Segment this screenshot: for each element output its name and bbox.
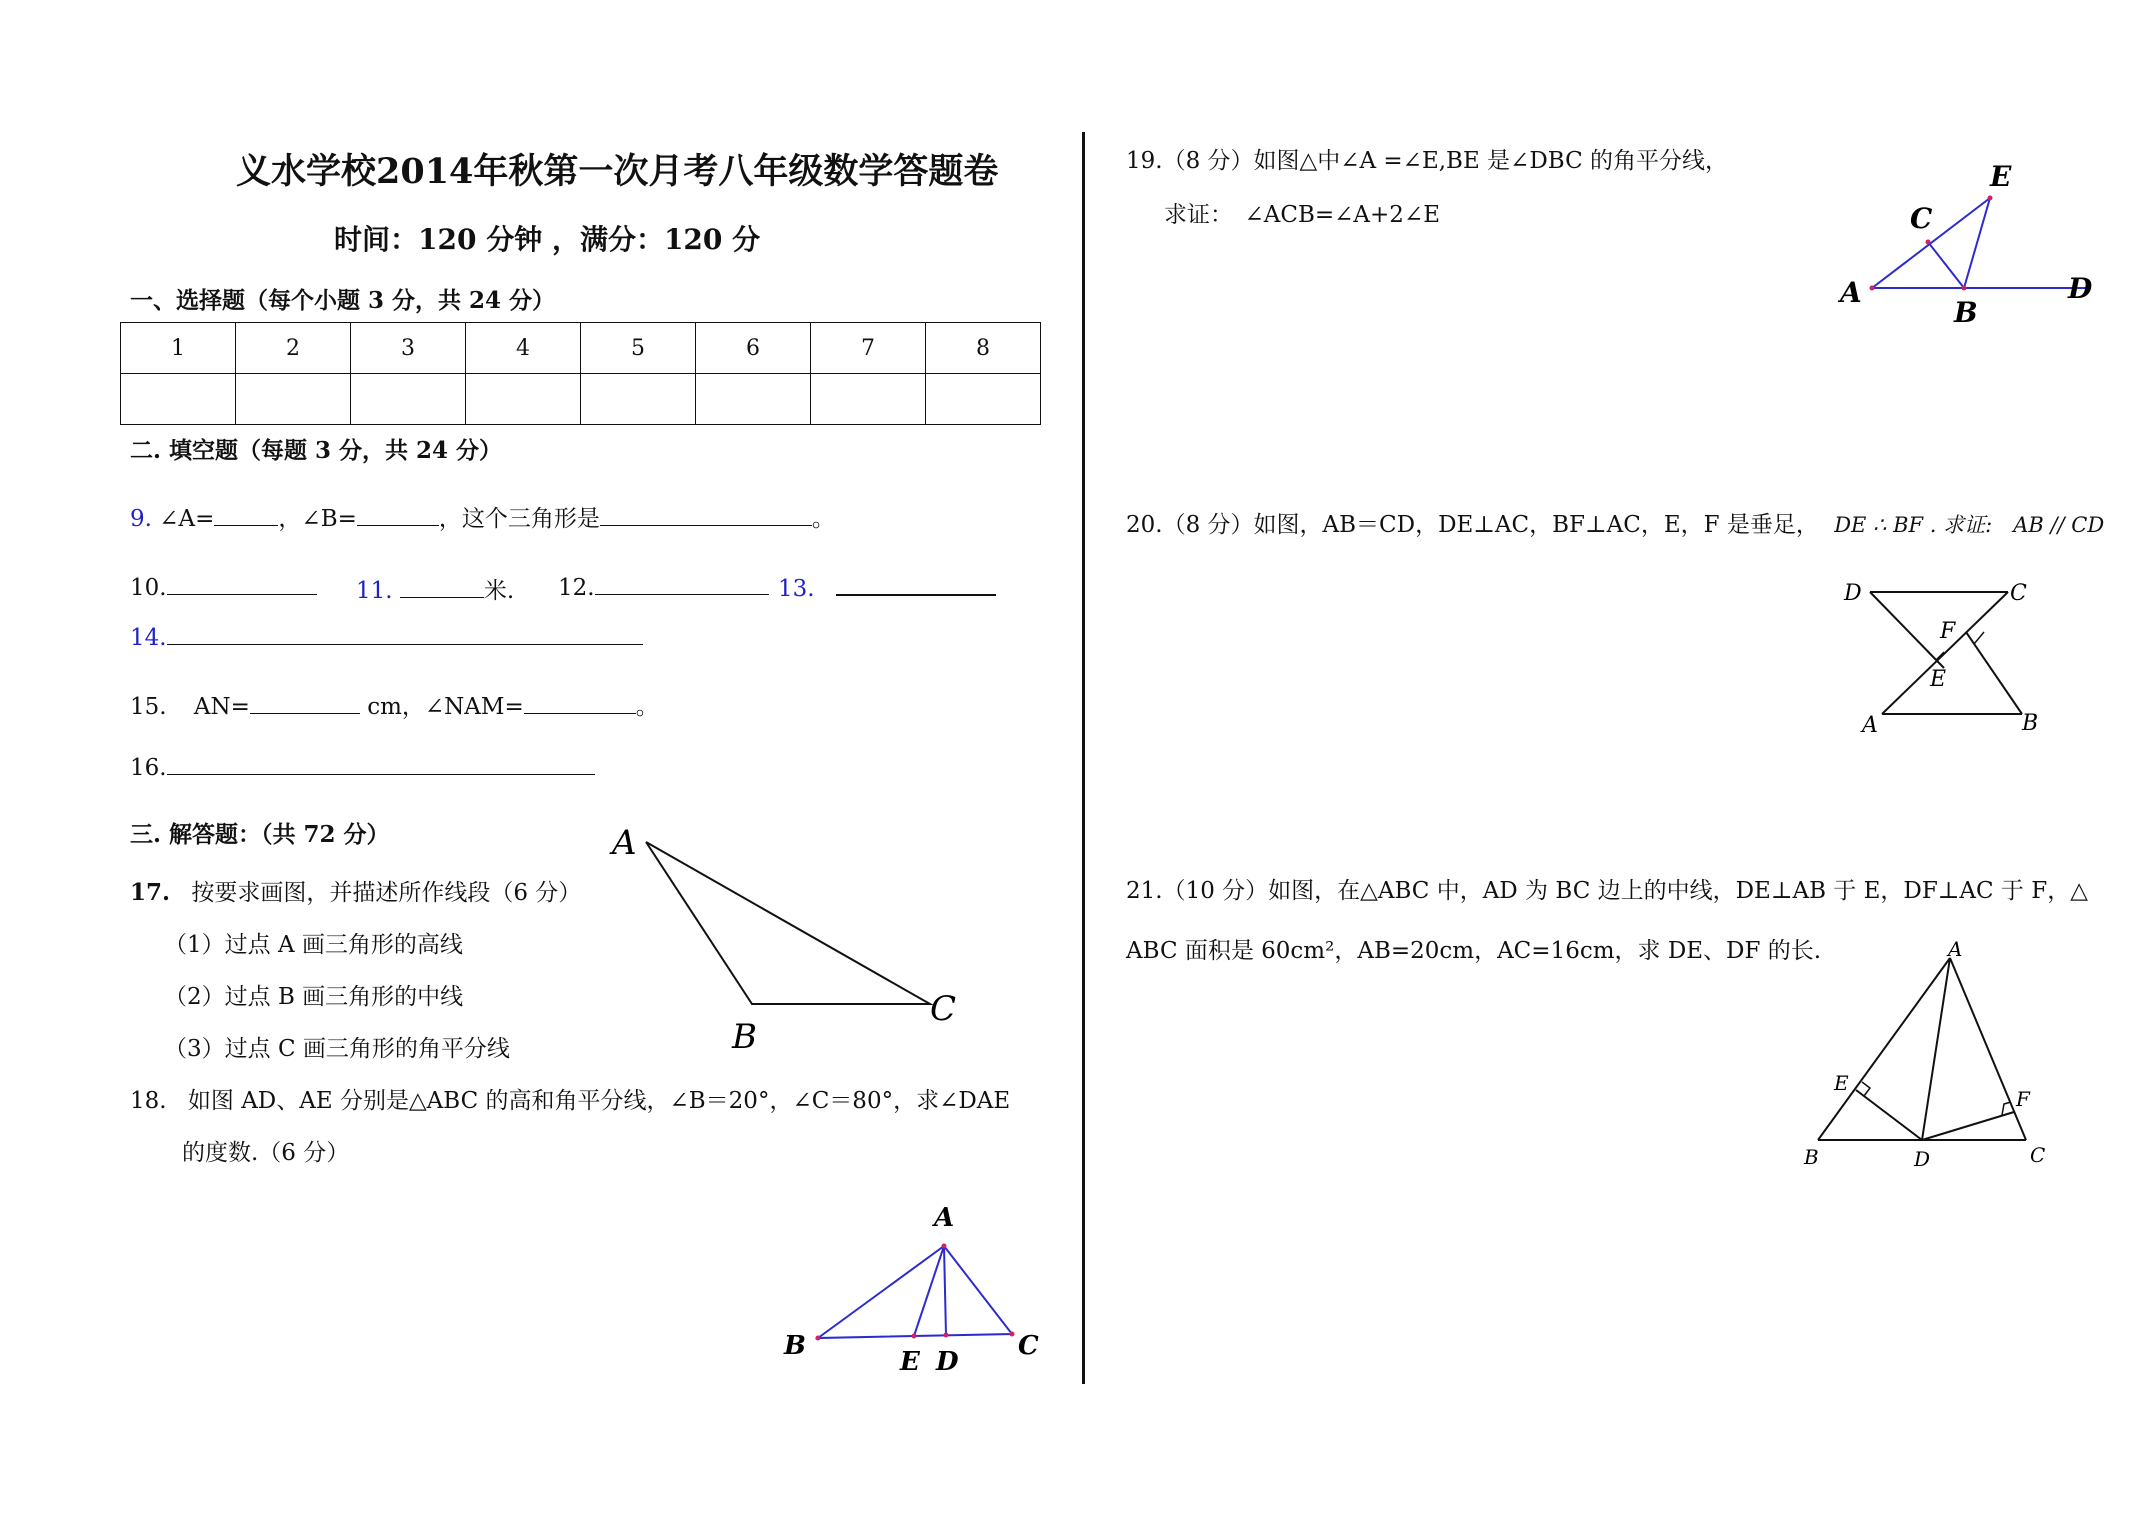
q11-blank[interactable] [400, 575, 484, 598]
answer-header-cell: 8 [926, 323, 1041, 374]
q15-number: 15. [130, 694, 167, 720]
q19-point-c [1926, 240, 1931, 245]
q18-point-d [944, 1333, 949, 1338]
q17-label-a: A [612, 823, 637, 863]
q15-blank-nam[interactable] [524, 691, 636, 714]
q18-triangle-figure [776, 1198, 1056, 1378]
q21-right-angle-e [1862, 1082, 1870, 1096]
q19-figure [1830, 158, 2100, 328]
q14-blank[interactable] [167, 622, 643, 645]
question-14 [130, 622, 643, 651]
question-9 [130, 500, 835, 533]
q9-angle-a: ∠A= [159, 506, 215, 532]
answer-header-cell: 4 [466, 323, 581, 374]
answer-header-cell: 6 [696, 323, 811, 374]
answer-header-cell: 7 [811, 323, 926, 374]
q15-cm: cm，∠NAM= [367, 694, 524, 720]
question-13 [778, 572, 996, 602]
q9-angle-b: ，∠B= [278, 506, 357, 532]
q15-an: AN= [193, 694, 250, 720]
q20-figure [1830, 570, 2060, 740]
q19-line-cb [1928, 242, 1964, 288]
q21-label-e: E [1834, 1071, 1849, 1095]
q18-point-c [1010, 1332, 1015, 1337]
question-17 [130, 874, 581, 907]
q21-label-f: F [2016, 1087, 2030, 1111]
answer-cell[interactable] [581, 374, 696, 425]
q21-line-de [1856, 1090, 1922, 1140]
q17-item-2: （2）过点 B 画三角形的中线 [164, 984, 464, 1010]
q18-line1: 如图 AD、AE 分别是△ABC 的高和角平分线，∠B＝20°，∠C＝80°，求∠DAE [187, 1088, 1011, 1114]
q19-line1: 19.（8 分）如图△中∠A =∠E,BE 是∠DBC 的角平分线， [1126, 148, 1728, 174]
q18-label-c: C [1018, 1331, 1039, 1361]
section1-heading: 一、选择题（每个小题 3 分，共 24 分） [130, 287, 556, 314]
q9-number: 9. [130, 506, 152, 532]
q21-label-c: C [2030, 1143, 2046, 1167]
q10-number: 10. [130, 575, 167, 601]
question-10 [130, 572, 317, 601]
q15-blank-an[interactable] [250, 691, 360, 714]
q20-label-f: F [1940, 619, 1956, 644]
q18-label-e: E [900, 1347, 920, 1377]
q9-blank-b[interactable] [357, 503, 439, 526]
question-12 [558, 572, 769, 601]
q18-segment-ad [944, 1246, 946, 1335]
q18-segment-ae [914, 1246, 944, 1336]
q21-line2: ABC 面积是 60cm²，AB=20cm，AC=16cm，求 DE、DF 的长. [1126, 938, 1822, 964]
q18-point-b [816, 1336, 821, 1341]
q20-label-e: E [1930, 667, 1947, 692]
column-divider [1082, 132, 1085, 1384]
q11-unit: 米. [483, 578, 515, 604]
q18-line2: 的度数.（6 分） [182, 1140, 350, 1166]
q21-line-ba [1818, 958, 1950, 1140]
q21-line1: 21.（10 分）如图，在△ABC 中，AD 为 BC 边上的中线，DE⊥AB 于 E，DF⊥AC 于 F，△ [1126, 878, 2088, 904]
q21-line-ad [1922, 958, 1950, 1140]
q21-line-ac [1950, 958, 2026, 1140]
q17-text: 按要求画图，并描述所作线段（6 分） [191, 880, 582, 906]
q9-blank-a[interactable] [214, 503, 278, 526]
answer-header-cell: 3 [351, 323, 466, 374]
q18-number: 18. [130, 1088, 167, 1114]
q13-blank[interactable] [836, 572, 996, 596]
q20-label-d: D [1844, 581, 1862, 606]
question-11 [356, 572, 514, 605]
q18-point-e [912, 1334, 917, 1339]
q21-label-b: B [1804, 1145, 1819, 1169]
q21-figure [1790, 940, 2080, 1170]
q12-number: 12. [558, 575, 595, 601]
q18-label-a: A [934, 1203, 955, 1233]
question-18 [130, 1082, 1010, 1115]
answer-cell[interactable] [466, 374, 581, 425]
answer-table-header-row [121, 323, 1041, 374]
answer-cell[interactable] [236, 374, 351, 425]
q21-label-a: A [1948, 940, 1963, 961]
q20-line [1126, 506, 2104, 539]
q17-label-c: C [930, 989, 957, 1029]
q17-triangle [646, 842, 930, 1004]
answer-header-cell: 5 [581, 323, 696, 374]
q9-end: 。 [811, 506, 835, 532]
answer-header-cell: 2 [236, 323, 351, 374]
q18-triangle [818, 1246, 1012, 1338]
q17-item-3: （3）过点 C 画三角形的角平分线 [164, 1036, 510, 1062]
q20-text: 20.（8 分）如图，AB＝CD，DE⊥AC，BF⊥AC，E，F 是垂足， [1126, 512, 1819, 538]
answer-cell[interactable] [696, 374, 811, 425]
q15-end: 。 [635, 694, 659, 720]
q17-triangle-figure [600, 820, 970, 1056]
answer-cell[interactable] [121, 374, 236, 425]
q19-label-b: B [1954, 296, 1978, 328]
answer-cell[interactable] [811, 374, 926, 425]
q18-point-a [942, 1244, 947, 1249]
q16-number: 16. [130, 755, 167, 781]
q9-blank-c[interactable] [600, 503, 812, 526]
q10-blank[interactable] [167, 572, 317, 595]
q18-label-d: D [936, 1347, 959, 1377]
q14-number: 14. [130, 625, 167, 651]
question-16 [130, 752, 595, 781]
answer-cell[interactable] [351, 374, 466, 425]
q20-label-a: A [1862, 713, 1878, 738]
q19-line2: 求证： ∠ACB=∠A+2∠E [1164, 202, 1440, 228]
q19-label-d: D [2068, 272, 2093, 305]
q18-label-b: B [784, 1331, 806, 1361]
q21-label-d: D [1914, 1147, 1931, 1170]
q20-label-c: C [2010, 581, 2027, 606]
q20-line-ca [1882, 592, 2008, 714]
q17-label-b: B [732, 1017, 757, 1056]
q20-label-b: B [2022, 711, 2039, 736]
q19-label-e: E [1990, 160, 2012, 193]
q19-point-e [1988, 196, 1993, 201]
q19-label-c: C [1910, 202, 1933, 235]
q16-blank[interactable] [167, 752, 595, 775]
q11-number: 11. [356, 578, 393, 604]
q19-line-eb [1964, 198, 1990, 288]
q19-point-a [1870, 286, 1875, 291]
q20-right-angle-f [1974, 632, 1984, 644]
q19-label-a: A [1840, 276, 1862, 309]
answer-cell[interactable] [926, 374, 1041, 425]
q9-triangle: ，这个三角形是 [438, 506, 600, 532]
q13-number: 13. [778, 576, 815, 602]
page-subtitle: 时间：120 分钟 ，满分：120 分 [334, 223, 761, 256]
q17-number: 17. [130, 879, 171, 906]
q12-blank[interactable] [595, 572, 769, 595]
q20-suffix: DE ∴ BF . 求证: AB // CD [1834, 513, 2105, 537]
q21-line-df [1922, 1112, 2014, 1140]
section3-heading: 三. 解答题：（共 72 分） [130, 821, 390, 848]
question-15 [130, 688, 659, 721]
q19-point-b [1962, 286, 1967, 291]
page-title: 义水学校2014年秋第一次月考八年级数学答题卷 [236, 151, 999, 192]
q17-item-1: （1）过点 A 画三角形的高线 [164, 932, 463, 958]
answer-table [120, 322, 1041, 425]
answer-table-answer-row [121, 374, 1041, 425]
answer-header-cell: 1 [121, 323, 236, 374]
section2-heading: 二. 填空题（每题 3 分，共 24 分） [130, 437, 503, 464]
